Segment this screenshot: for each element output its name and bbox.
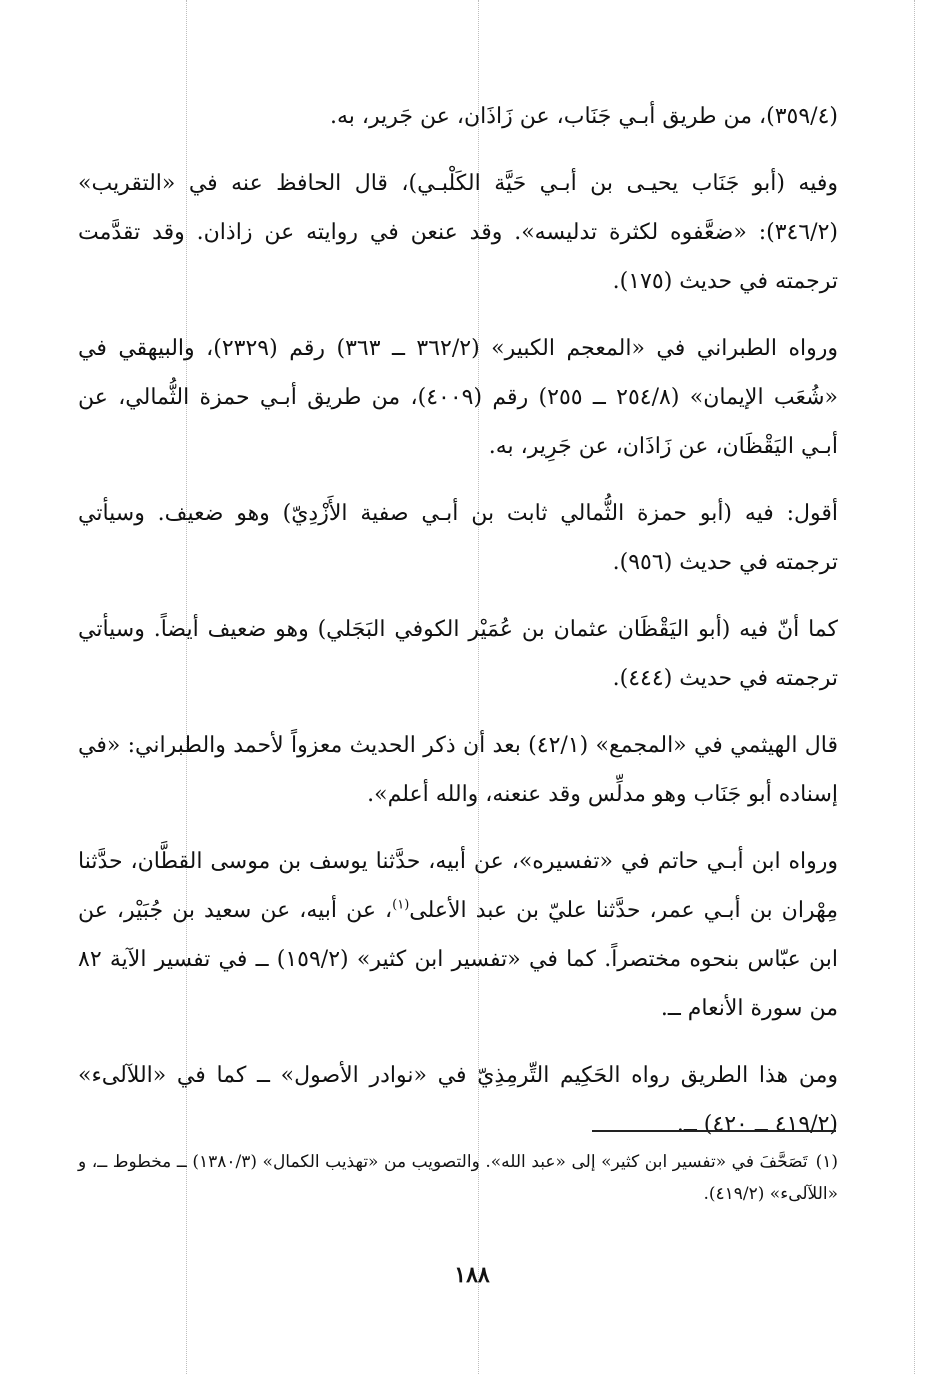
paragraph-7	[78, 837, 838, 1033]
paragraph-1: (٣٥٩/٤)، من طريق أبـي جَنَاب، عن زَاذَان، عن جَرير، به.	[330, 104, 838, 129]
paragraph-6: قال الهيثمي في «المجمع» (٤٢/١) بعد أن ذكر الحديث معزواً لأحمد والطبراني: «في إسناده أبو جَنَاب وهو مدلِّس وقد عنعنه، والله أعلم».	[78, 733, 838, 807]
paragraph-7-part-1: ورواه ابن أبـي حاتم في «تفسيره»، عن أبيه، حدَّثنا يوسف بن موسى القطَّان، حدَّثنا مِهْران بن أبـي عمر، حدَّثنا عليّ بن عبد الأعلى	[78, 849, 838, 923]
page-number: ١٨٨	[454, 1262, 490, 1288]
paragraph-2: وفيه (أبو جَنَاب يحيـى بن أبـي حَيَّة الكَلْبـي)، قال الحافظ عنه في «التقريب» (٣٤٦/٢): «ضعَّفوه لكثرة تدليسه». وقد عنعن في روايته عن زاذان. وقد تقدَّمت ترجمته في حديث (١٧٥).	[78, 171, 838, 294]
footnote-separator	[592, 1130, 836, 1132]
paragraph-7-part-2: ، عن أبيه، عن سعيد بن جُبَيْر، عن ابن عبّاس بنحوه مختصراً. كما في «تفسير ابن كثير» (١٥٩/٢) ــ في تفسير الآية ٨٢ من سورة الأنعام ــ.	[78, 898, 839, 1021]
footnote-marker: (١)	[815, 1152, 838, 1172]
footnote	[78, 1146, 838, 1210]
paragraph-8: ومن هذا الطريق رواه الحَكِيم التِّرمِذِيّ في «نوادر الأصول» ــ كما في «اللآلىء» (٤١٩/٢ ــ ٤٢٠) ــ.	[78, 1063, 838, 1137]
scan-guide-line	[914, 0, 915, 1374]
footnote-text: تَصَحَّفَ في «تفسير ابن كثير» إلى «عبد الله». والتصويب من «تهذيب الكمال» (١٣٨٠/٣) ــ مخطوط ــ، و «اللآلىء» (٤١٩/٢).	[78, 1152, 838, 1204]
main-text	[78, 92, 838, 1167]
paragraph-4: أقول: فيه (أبو حمزة الثُّمالي ثابت بن أبـي صفية الأَزْدِيّ) وهو ضعيف. وسيأتي ترجمته في حديث (٩٥٦).	[78, 501, 838, 575]
paragraph-5: كما أنّ فيه (أبو اليَقْظَان عثمان بن عُمَيْر الكوفي البَجَلي) وهو ضعيف أيضاً. وسيأتي ترجمته في حديث (٤٤٤).	[78, 617, 838, 691]
paragraph-3: ورواه الطبراني في «المعجم الكبير» (٣٦٢/٢ ــ ٣٦٣) رقم (٢٣٢٩)، والبيهقي في «شُعَب الإيمان» (٢٥٤/٨ ــ ٢٥٥) رقم (٤٠٠٩)، من طريق أبـي حمزة الثُّمالي، عن أبـي اليَقْظَان، عن زَاذَان، عن جَرِير، به.	[78, 336, 839, 459]
footnote-reference[interactable]: (١)	[392, 897, 410, 913]
